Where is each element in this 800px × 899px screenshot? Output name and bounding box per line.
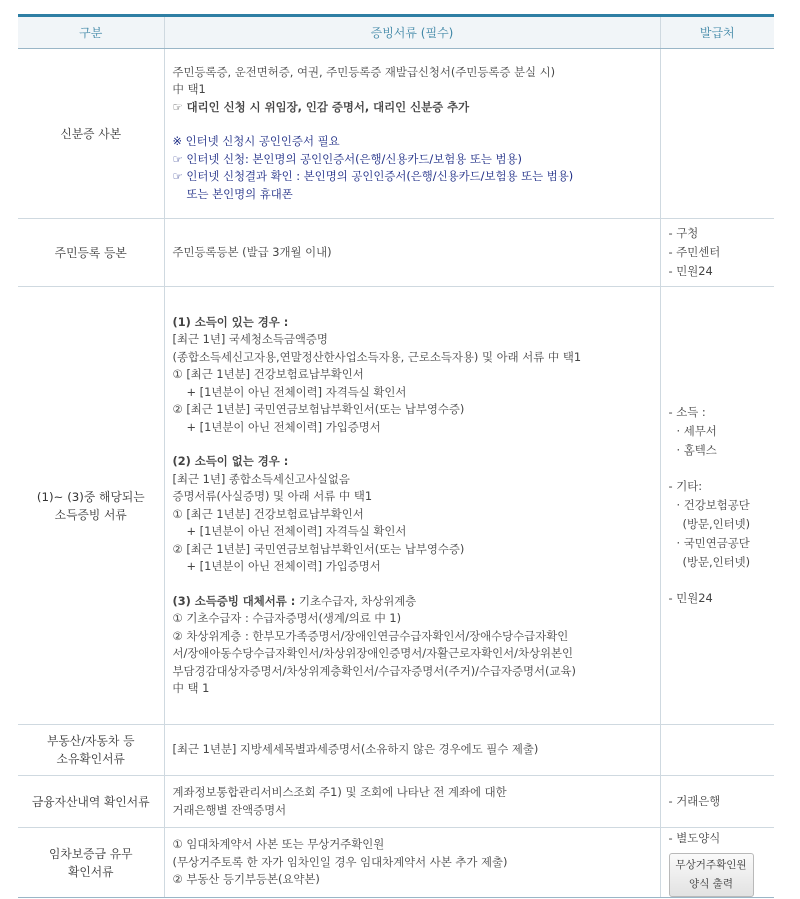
issuer-line: · 건강보험공단 xyxy=(676,498,750,512)
button-label: 무상거주확인원 xyxy=(675,858,747,871)
issuer-line: · 홈텍스 xyxy=(676,443,717,457)
header-category: 구분 xyxy=(18,16,164,49)
issuer-line: - 별도양식 xyxy=(668,830,721,845)
issuer-line: - 구청 xyxy=(668,226,699,240)
proof-line: + [1년분이 아닌 전체이력] 가입증명서 xyxy=(186,559,381,573)
row-category xyxy=(18,828,164,898)
row-proof xyxy=(164,219,660,287)
row-proof xyxy=(164,725,660,776)
table-row-property-ownership xyxy=(18,725,774,776)
category-text: 소득증빙 서류 xyxy=(54,507,127,522)
table-row-lease-deposit xyxy=(18,828,774,898)
proof-line: 증명서류(사실증명) 및 아래 서류 中 택1 xyxy=(172,489,373,503)
issuer-line: · 세무서 xyxy=(676,424,717,438)
row-issuer xyxy=(660,828,774,898)
category-text: 부동산/자동차 등 xyxy=(47,734,135,748)
spacer xyxy=(173,576,654,593)
proof-line: [최근 1년] 종합소득세신고사실없음 xyxy=(172,471,350,486)
row-proof xyxy=(164,49,660,219)
proof-section-title: (1) 소득이 있는 경우 : xyxy=(172,314,289,329)
proof-line: (종합소득세신고자용,연말정산한사업소득자용, 근로소득자용) 및 아래 서류 中 택1 xyxy=(172,349,582,364)
row-category xyxy=(18,725,164,776)
table-row-financial-assets xyxy=(18,776,774,828)
proof-line-cert-note: ※ 인터넷 신청시 공인인증서 필요 xyxy=(172,134,340,149)
row-issuer xyxy=(660,219,774,287)
proof-line: 中 택 1 xyxy=(172,681,210,695)
issuer-line: - 소득 : xyxy=(668,405,706,419)
category-text: 신분증 사본 xyxy=(60,126,122,141)
row-issuer xyxy=(660,287,774,725)
proof-section-title: (3) 소득증빙 대체서류 : xyxy=(172,593,296,608)
category-text: 확인서류 xyxy=(67,864,114,879)
proof-line: + [1년분이 아닌 전체이력] 자격득실 확인서 xyxy=(186,524,407,538)
header-issuer: 발급처 xyxy=(660,16,774,49)
document-table-container xyxy=(18,14,774,898)
proof-line: 中 택1 xyxy=(172,82,206,97)
proof-section-title: (2) 소득이 없는 경우 : xyxy=(172,454,289,468)
row-category xyxy=(18,49,164,219)
proof-line: 주민등록등본 (발급 3개월 이내) xyxy=(172,244,332,259)
print-free-residence-form-button[interactable] xyxy=(669,853,754,897)
proof-line: ① [최근 1년분] 건강보험료납부확인서 xyxy=(172,506,364,521)
proof-line: (무상거주토록 한 자가 임차인일 경우 임대차계약서 사본 추가 제출) xyxy=(172,854,508,869)
proof-line: ① 기초수급자 : 수급자증명서(생계/의료 中 1) xyxy=(172,611,402,625)
proof-line: 거래은행별 잔액증명서 xyxy=(172,802,287,817)
issuer-line: (방문,인터넷) xyxy=(682,517,751,531)
issuer-line: - 민원24 xyxy=(668,264,713,278)
issuer-line: - 기타: xyxy=(668,479,703,493)
proof-line: ☞ 인터넷 신청: 본인명의 공인인증서(은행/신용카드/보험용 또는 범용) xyxy=(172,151,522,166)
proof-line: ② [최근 1년분] 국민연금보험납부확인서(또는 납부영수증) xyxy=(172,402,465,416)
row-issuer xyxy=(660,776,774,828)
proof-line: [최근 1년] 국세청소득금액증명 xyxy=(172,332,328,346)
spacer xyxy=(173,116,654,133)
proof-line: ② [최근 1년분] 국민연금보험납부확인서(또는 납부영수증) xyxy=(172,541,465,556)
table-header-row xyxy=(18,16,774,49)
category-text: (1)~ (3)중 해당되는 xyxy=(36,489,145,504)
category-text: 금융자산내역 확인서류 xyxy=(31,794,150,809)
required-documents-table xyxy=(18,14,774,898)
table-row-id-copy xyxy=(18,49,774,219)
row-issuer xyxy=(660,49,774,219)
proof-line: ① 임대차계약서 사본 또는 무상거주확인원 xyxy=(172,837,385,852)
proof-line: ② 부동산 등기부등본(요약본) xyxy=(172,872,320,887)
table-row-resident-registration xyxy=(18,219,774,287)
proof-line-proxy-note: ☞ 대리인 신청 시 위임장, 인감 증명서, 대리인 신분증 추가 xyxy=(172,99,470,114)
row-issuer xyxy=(660,725,774,776)
row-category xyxy=(18,219,164,287)
proof-line: + [1년분이 아닌 전체이력] 자격득실 확인서 xyxy=(186,384,407,399)
issuer-line: - 거래은행 xyxy=(668,794,721,808)
proof-line: 또는 본인명의 휴대폰 xyxy=(186,186,293,201)
row-proof xyxy=(164,287,660,725)
issuer-line: (방문,인터넷) xyxy=(682,555,751,569)
issuer-line: - 민원24 xyxy=(668,591,713,605)
proof-line: + [1년분이 아닌 전체이력] 가입증명서 xyxy=(186,419,381,434)
proof-line: 계좌정보통합관리서비스조회 주1) 및 조회에 나타난 전 계좌에 대한 xyxy=(172,785,507,799)
table-row-income-proof xyxy=(18,287,774,725)
proof-line: ② 차상위계층 : 한부모가족증명서/장애인연금수급자확인서/장애수당수급자확인 xyxy=(172,628,569,643)
category-text: 임차보증금 유무 xyxy=(48,846,133,861)
row-category xyxy=(18,776,164,828)
proof-line: 서/장애아동수당수급자확인서/차상위장애인증명서/자활근로자확인서/차상위본인 xyxy=(172,646,573,660)
button-label: 양식 출력 xyxy=(689,877,733,890)
category-text: 소유확인서류 xyxy=(56,752,125,766)
proof-line: [최근 1년분] 지방세세목별과세증명서(소유하지 않은 경우에도 필수 제출) xyxy=(172,742,539,757)
row-proof xyxy=(164,828,660,898)
spacer xyxy=(669,572,769,589)
row-proof xyxy=(164,776,660,828)
issuer-line: · 국민연금공단 xyxy=(676,536,750,550)
row-category xyxy=(18,287,164,725)
proof-line: ① [최근 1년분] 건강보험료납부확인서 xyxy=(172,367,364,381)
category-text: 주민등록 등본 xyxy=(54,245,127,260)
spacer xyxy=(173,436,654,453)
header-proof-documents: 증빙서류 (필수) xyxy=(164,16,660,49)
proof-line: 부담경감대상자증명서/차상위계층확인서/수급자증명서(주거)/수급자증명서(교육) xyxy=(172,663,576,678)
proof-line: 주민등록증, 운전면허증, 여권, 주민등록증 재발급신청서(주민등록증 분실 시) xyxy=(172,64,556,79)
proof-section-subtitle: 기초수급자, 차상위계층 xyxy=(298,593,417,608)
spacer xyxy=(669,460,769,477)
proof-line: ☞ 인터넷 신청결과 확인 : 본인명의 공인인증서(은행/신용카드/보험용 또는 범용) xyxy=(172,169,574,184)
proof-section-title-line xyxy=(173,593,654,611)
issuer-line: - 주민센터 xyxy=(668,245,721,259)
